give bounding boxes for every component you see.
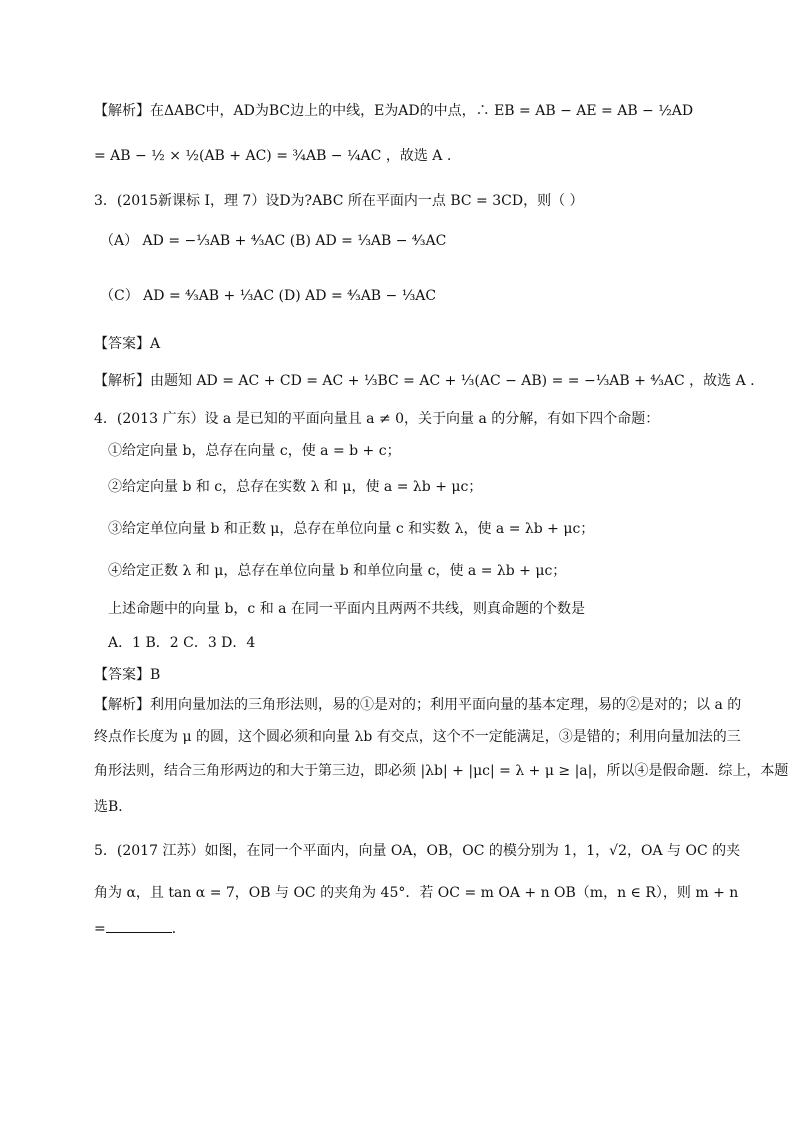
options-ab: （A） AD = −⅓AB + ⁴⁄₃AC (B) AD = ⅓AB − ⁴⁄₃AC: [100, 233, 447, 249]
analysis-3: 【解析】由题知 AD = AC + CD = AC + ⅓BC = AC + ⅓(AC − AB) = = −⅓AB + ⁴⁄₃AC ，故选 A .: [94, 373, 755, 389]
options-cd: （C） AD = ⁴⁄₃AB + ⅓AC (D) AD = ⁴⁄₃AB − ⅓AC: [100, 288, 437, 304]
proposition-4: ④给定正数 λ 和 μ，总存在单位向量 b 和单位向量 c，使 a = λb + μc；: [108, 563, 567, 579]
question-5-line-2: 角为 α，且 tan α = 7，OB 与 OC 的夹角为 45°．若 OC = m OA + n OB（m，n ∈ R），则 m + n: [94, 885, 739, 901]
question-3: 3．(2015新课标 I，理 7）设D为?ABC 所在平面内一点 BC = 3CD，则（ ）: [94, 193, 584, 209]
proposition-3: ③给定单位向量 b 和正数 μ，总存在单位向量 c 和实数 λ，使 a = λb + μc；: [108, 521, 595, 537]
proposition-1: ①给定向量 b，总存在向量 c，使 a = b + c；: [108, 443, 401, 459]
question-5-line-3: [94, 918, 186, 940]
answer-blank[interactable]: [106, 918, 172, 933]
proposition-2: ②给定向量 b 和 c，总存在实数 λ 和 μ，使 a = λb + μc；: [108, 479, 483, 495]
question-5-line-1: 5．(2017 江苏）如图，在同一个平面内，向量 OA，OB，OC 的模分别为 1，1，√2，OA 与 OC 的夹: [94, 843, 741, 859]
analysis-4-line-1: 【解析】利用向量加法的三角形法则，易的①是对的；利用平面向量的基本定理，易的②是对的；以 a 的: [94, 697, 742, 713]
analysis-4-line-4: 选B．: [94, 799, 133, 815]
analysis-4-line-2: 终点作长度为 μ 的圆，这个圆必须和向量 λb 有交点，这个不一定能满足，③是错的；利用向量加法的三: [94, 729, 741, 745]
equals-sign: =: [94, 921, 106, 937]
analysis-4-line-3: 角形法则，结合三角形两边的和大于第三边，即必须 |λb| + |μc| = λ + μ ≥ |a|，所以④是假命题．综上，本题: [94, 763, 789, 779]
answer-3: 【答案】A: [94, 336, 161, 352]
answer-4: 【答案】B: [94, 667, 161, 683]
analysis-line-2: = AB − ½ × ½(AB + AC) = ¾AB − ¼AC ，故选 A .: [94, 148, 452, 164]
question-4-stem: 上述命题中的向量 b，c 和 a 在同一平面内且两两不共线，则真命题的个数是: [108, 601, 585, 617]
options-4: A．1 B．2 C．3 D．4: [108, 635, 256, 651]
period: ．: [171, 921, 186, 937]
analysis-line-1: 【解析】在ΔABC中，AD为BC边上的中线，E为AD的中点，∴ EB = AB − AE = AB − ½AD: [94, 103, 694, 119]
question-4: 4．(2013 广东）设 a 是已知的平面向量且 a ≠ 0，关于向量 a 的分解，有如下四个命题：: [94, 411, 660, 427]
